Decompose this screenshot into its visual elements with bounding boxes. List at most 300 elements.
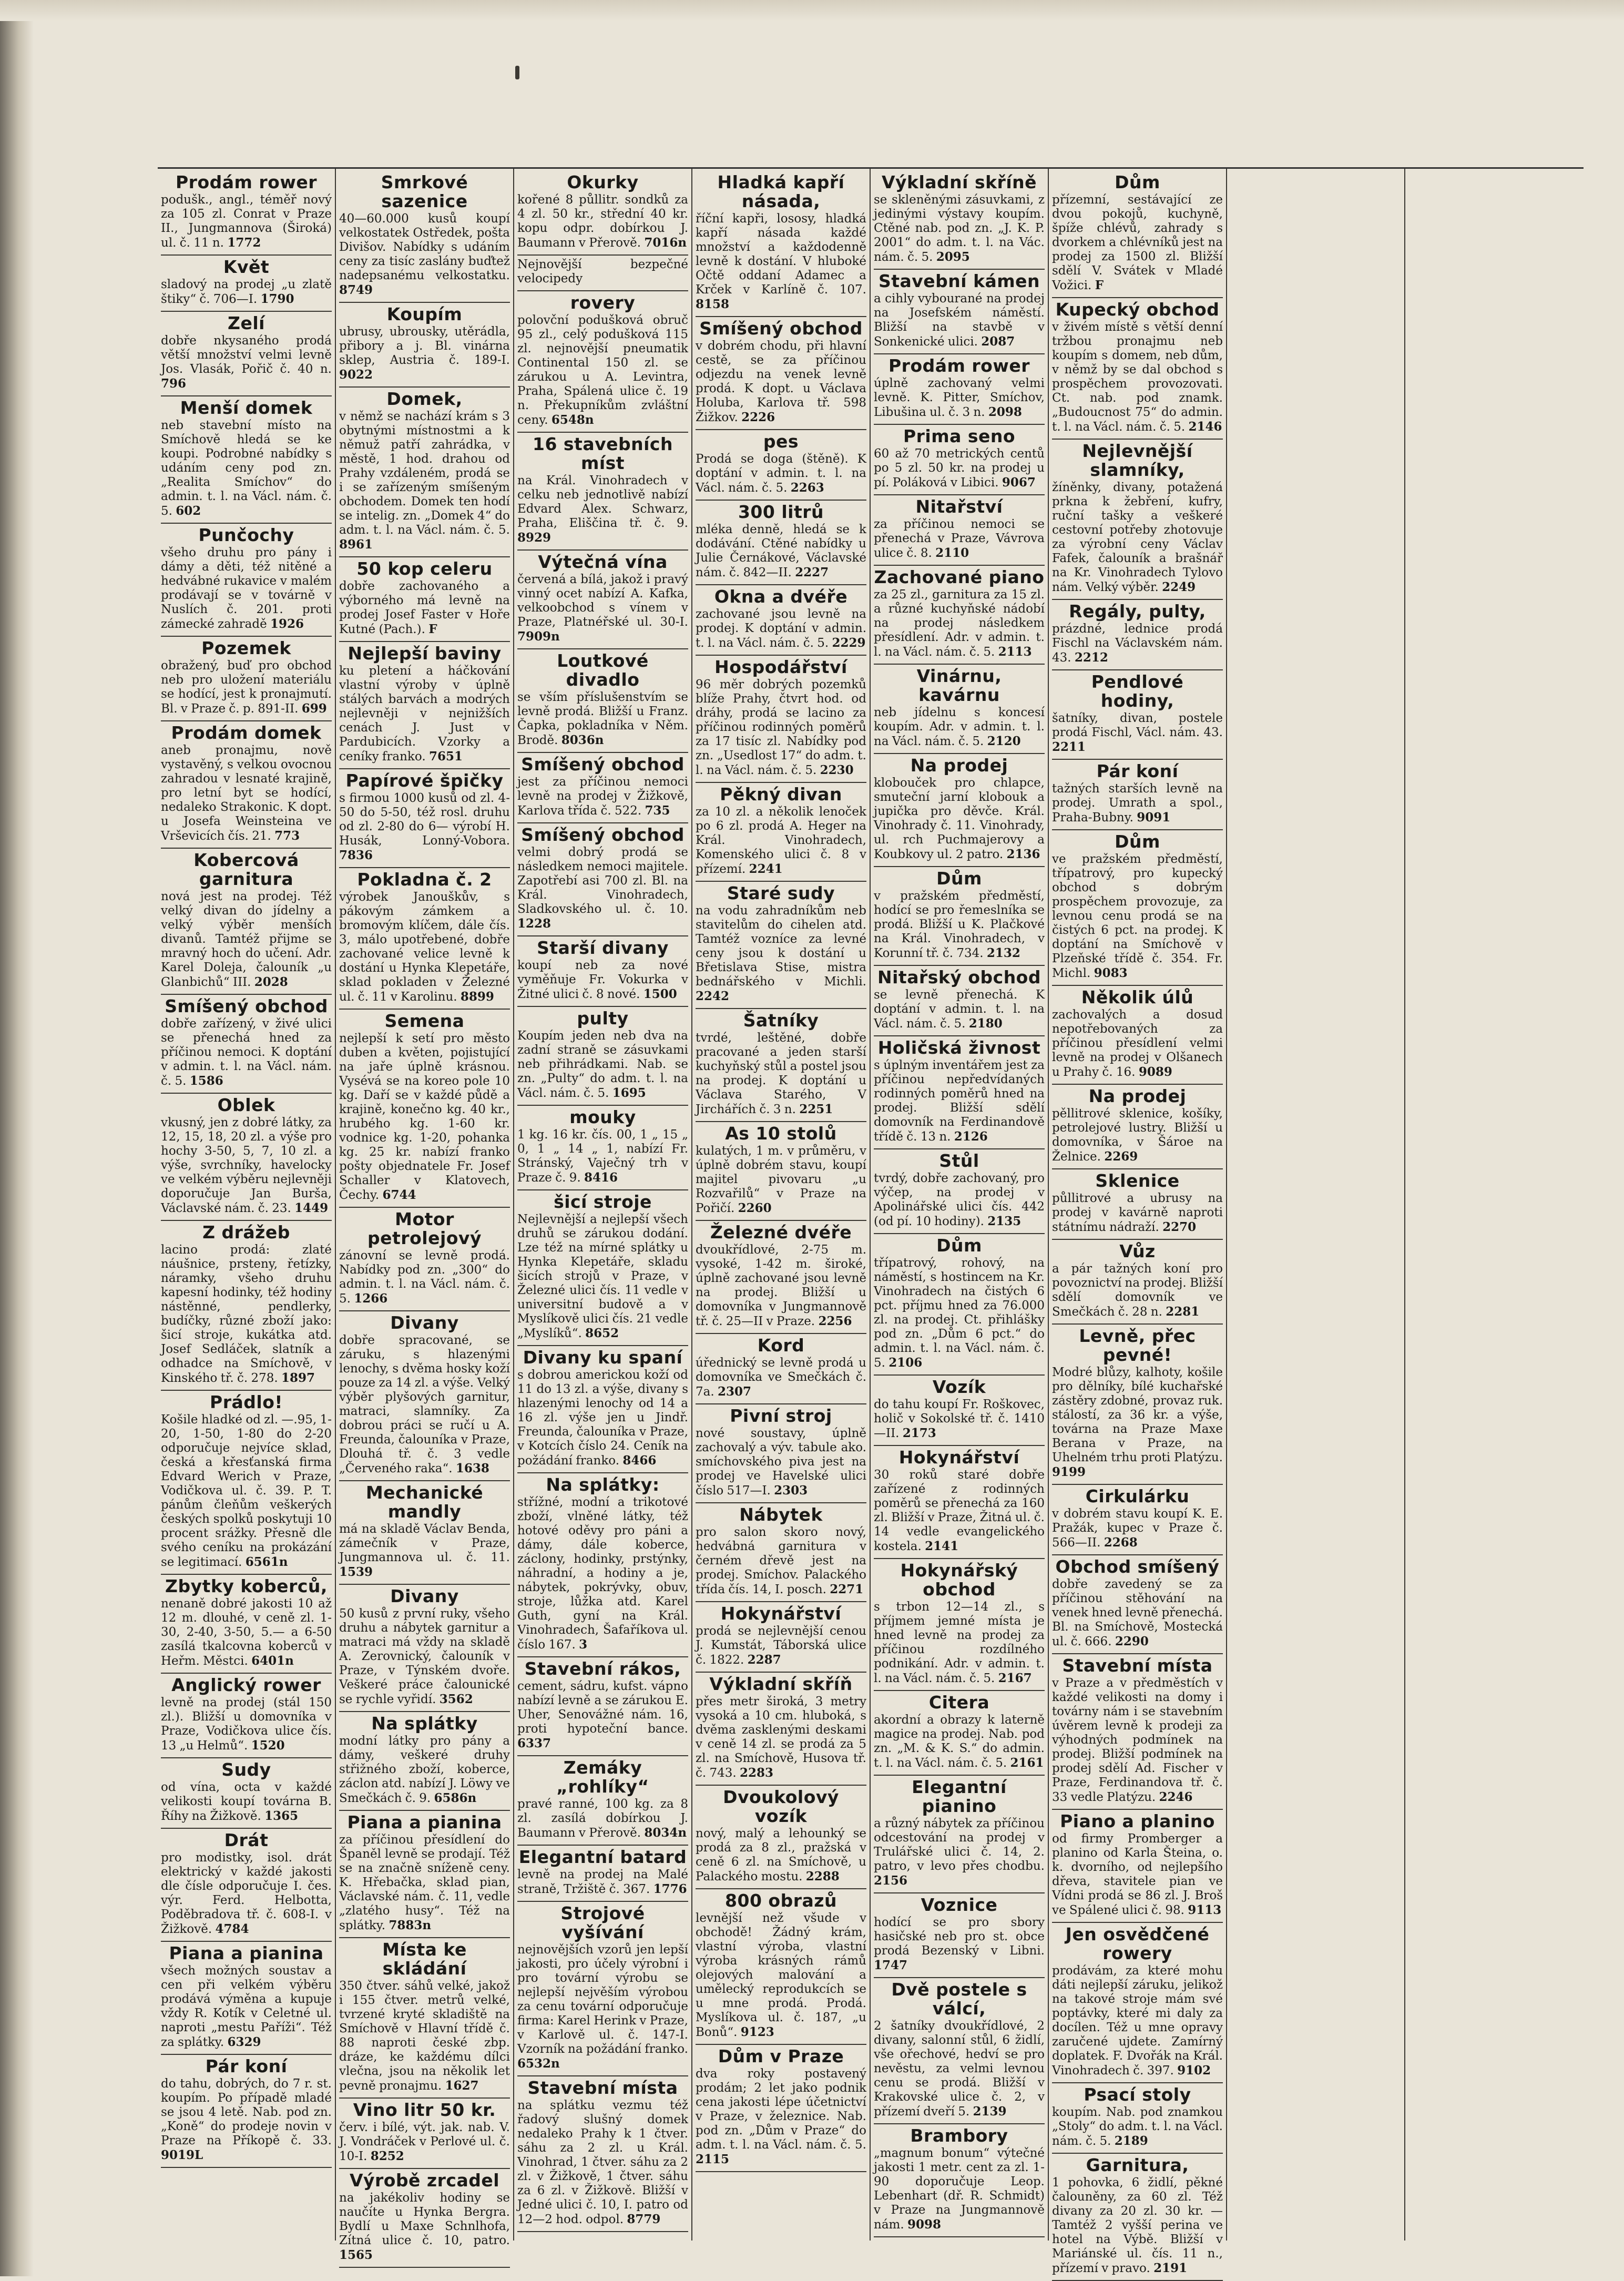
- ad-body: [161, 334, 332, 391]
- ad-body: [517, 1943, 688, 2071]
- ad-body: [874, 1713, 1045, 1770]
- ad-body: [161, 193, 332, 250]
- ad-heading: Elegantní pianino: [912, 1777, 1007, 1816]
- ad-body: [517, 690, 688, 748]
- ad-heading: Garnitura,: [1086, 2155, 1189, 2175]
- ad-body: [517, 1128, 688, 1185]
- ad-body: [874, 1058, 1045, 1144]
- column-3: [514, 169, 692, 2241]
- ad-text: modní látky pro pány a dámy, veškeré druhy střižného zboží, koberce, záclon atd. nabízí J. Löwy ve Smečkách č. 9.: [339, 1734, 510, 1805]
- ad-text: zachované jsou levně na prodej. K doptání v admin. t. l. na Václ. nám. č. 5.: [696, 607, 866, 650]
- ad-body: [339, 410, 510, 552]
- ad-text: nenaně dobré jakosti 10 až 12 m. dlouhé, v ceně zl. 1-30, 2-40, 3-50, 5.— a 6-50 zasílá tkalcovna koberců v Heřm. Městci.: [161, 1597, 332, 1668]
- ad-number: 1520: [251, 1738, 285, 1753]
- ad-number: 2113: [998, 645, 1032, 659]
- classified-ad: [696, 1009, 866, 1122]
- ad-heading: Divany ku spaní: [523, 1347, 683, 1368]
- ad-text: třípatrový, rohový, na náměstí, s hostincem na Kr. Vinohradech na čistých 6 pct. příjmu hned za 76.000 zl. na prodej. Ct. přihlášky pod zn. „Dům 6 pct.“ do admin. t. l. na Václ. nám. č. 5.: [874, 1256, 1045, 1370]
- ad-text: pro salon skoro nový, hedvábná garnitura v černém dřevě jest na prodej. Smíchov. Palackého třída čís. 14, I. posch.: [696, 1525, 866, 1596]
- ad-text: kořené 8 půllitr. sondků za 4 zl. 50 kr., střední 40 kr. kopu odpr. dobírkou J. Baumann v Přerově.: [517, 193, 688, 250]
- classified-ad: [696, 783, 866, 882]
- ad-number: 2288: [805, 1869, 840, 1883]
- ad-number: 1776: [653, 1882, 687, 1896]
- ad-number: 2281: [1166, 1305, 1200, 1319]
- ad-text: prodá se nejlevnější cenou J. Kumstát, Táborská ulice č. 1822.: [696, 1624, 866, 1667]
- classified-ad: [1052, 2154, 1223, 2281]
- classified-ad: [1052, 440, 1223, 600]
- ad-body: [1052, 193, 1223, 293]
- ad-text: 60 až 70 metrických centů po 5 zl. 50 kr. na prodej u pí. Poláková v Libici.: [874, 447, 1045, 490]
- ad-body: [517, 959, 688, 1002]
- classified-ad: [874, 425, 1045, 495]
- ad-text: vkusný, jen z dobré látky, za 12, 15, 18, 20 zl. a výše pro hochy 3-50, 5, 7, 10 zl. a výše, svrchníky, havelocky ve velkém výběru nejlevněji doporučuje Jan Burša, Václavské nám. č. 23.: [161, 1116, 332, 1215]
- ad-heading: Divany: [390, 1586, 459, 1606]
- ad-body: [696, 1911, 866, 2040]
- ad-heading: 50 kop celeru: [356, 558, 493, 579]
- ad-text: polovční podušková obruč 95 zl., celý podušková 115 zl. nejnovější pneumatik Continental 150 zl. se zárukou u A. Levintra, Praha, Spálená ulice č. 19 n. Překupníkům zvláštní ceny.: [517, 313, 688, 427]
- classified-ad: [874, 1234, 1045, 1376]
- classified-ad: [339, 642, 510, 769]
- classified-ad: [339, 1938, 510, 2099]
- ad-heading: Piana a pianina: [169, 1943, 324, 1963]
- ad-number: 9022: [339, 368, 373, 382]
- classified-ad: [339, 1208, 510, 1311]
- ad-text: nové soustavy, úplně zachovalý a výv. tabule ako. smíchovského piva jest na prodej ve Havelské ulici číslo 517—I.: [696, 1427, 866, 1498]
- ad-number: 2115: [696, 2152, 730, 2166]
- ad-heading: Citera: [928, 1692, 990, 1713]
- ad-text: se levně přenechá. K doptání v admin. t. l. na Václ. nám. č. 5.: [874, 988, 1045, 1031]
- classified-ad: [517, 256, 688, 291]
- classified-ad: [696, 1786, 866, 1889]
- ad-heading: Oblek: [217, 1095, 275, 1115]
- ad-heading: Pokladna č. 2: [357, 869, 492, 890]
- ad-text: pro modistky, isol. drát elektrický v každé jakosti dle čísle odporučuje I. čes. výr. Ferd. Helbotta, Poděbradova tř. č. 608-I. v Žižkově.: [161, 1851, 332, 1936]
- classified-ad: [696, 317, 866, 430]
- ad-body: [874, 1916, 1045, 1973]
- ad-body: [874, 706, 1045, 749]
- ad-number: 2135: [987, 1214, 1022, 1228]
- ad-heading: Stavební místa: [527, 2078, 678, 2098]
- ad-number: 1565: [339, 2248, 373, 2262]
- classified-ad: [161, 1758, 332, 1829]
- ad-text: tvrdý, dobře zachovaný, pro výčep, na prodej v Apolinářské ulici čís. 442 (od pí. 10 hodiny).: [874, 1172, 1045, 1228]
- ad-number: 6561n: [245, 1555, 288, 1569]
- column-6: [1049, 169, 1227, 2275]
- ad-text: s trbon 12—14 zl., s příjmem jemné místa je hned levně na prodej za příčinou rozdílného podnikání. Adr. v admin. t. l. na Václ. nám. č. 5.: [874, 1600, 1045, 1685]
- ad-body: [874, 1468, 1045, 1554]
- ad-body: [339, 2191, 510, 2263]
- ad-heading: 300 litrů: [738, 502, 824, 522]
- ad-text: červ. i bílé, výt. jak. nab. V. J. Vondráček v Perlové ul. č. 10-I.: [339, 2121, 510, 2163]
- classified-columns: [158, 167, 1584, 2275]
- ad-body: [161, 1017, 332, 1088]
- ad-number: 1790: [260, 292, 294, 306]
- ad-body: [874, 2146, 1045, 2232]
- ad-heading: Stavební místa: [1062, 1655, 1213, 1676]
- classified-ad: [517, 649, 688, 753]
- ad-heading: Smíšený obchod: [699, 318, 863, 339]
- ad-text: přes metr široká, 3 metry vysoká a 10 cm. hluboká, s dvěma zasklenými deskami v ceně 14 zl. se prodá za 5 zl. na Smíchově, Husova tř. č. 743.: [696, 1695, 866, 1780]
- ad-body: [517, 1213, 688, 1341]
- classified-ad: [161, 721, 332, 849]
- classified-ad: [696, 585, 866, 656]
- ad-text: 1 kg. 16 kr. čís. 00, 1 „ 15 „ 0, 1 „ 14 „ 1, nabízí Fr. Stránský, Vaječný trh v Praze č. 9.: [517, 1128, 688, 1185]
- ad-number: 3: [579, 1637, 588, 1652]
- classified-ad: [339, 2099, 510, 2169]
- ad-body: [339, 1607, 510, 1707]
- ad-text: úřednický se levně prodá u domovníka ve Smečkách č. 7a.: [696, 1356, 866, 1399]
- ad-body: [874, 889, 1045, 961]
- ad-text: Nejlevnější a nejlepší všech druhů se zárukou dodání. Lze též na mírné splátky u Hynka Klepetáře, skladu šicích strojů v Praze, v Železné ulici čís. 11 vedle v universitní budově a v Myslíkově ulici čís. 21 vedle „Myslíků“.: [517, 1213, 688, 1340]
- classified-ad: [161, 1942, 332, 2055]
- ad-number: 2136: [1006, 847, 1040, 861]
- ad-body: [696, 452, 866, 495]
- ad-text: na splátku vezmu též řadový slušný domek nedaleko Prahy k 1 čtver. sáhu za 2 zl. u Král. Vinohrad, 1 čtver. sáhu za 2 zl. v Žižkově, 1 čtver. sáhu za 6 zl. v Žižkově. Bližší v Jedné ulici č. 10, I. patro od 12—2 hod. odpol.: [517, 2099, 688, 2226]
- ad-body: [696, 1427, 866, 1498]
- ad-heading: Punčochy: [198, 525, 294, 545]
- ad-heading: Okurky: [567, 172, 639, 192]
- ad-number: 602: [176, 504, 201, 518]
- ad-heading: Výtečná vína: [538, 552, 668, 572]
- classified-ad: [1052, 298, 1223, 440]
- ad-body: [874, 1398, 1045, 1441]
- ad-body: [874, 1600, 1045, 1686]
- ad-body: [339, 791, 510, 863]
- ad-heading: Na splátky:: [546, 1474, 660, 1495]
- classified-ad: [517, 936, 688, 1007]
- ad-number: 6401n: [251, 1654, 294, 1668]
- classified-ad: [874, 1149, 1045, 1234]
- ad-text: má na skladě Václav Benda, zámečník v Praze, Jungmannova ul. č. 11.: [339, 1522, 510, 1564]
- classified-ad: [517, 1657, 688, 1756]
- ad-number: 2270: [1162, 1220, 1197, 1234]
- ad-number: 2110: [935, 546, 969, 560]
- ad-heading: Pozemek: [201, 638, 291, 658]
- ad-text: 30 roků staré dobře zařízené z rodinných poměrů se přenechá za 160 zl. Bližší v Praze, Žitná ul. č. 14 vedle evangelického kostela.: [874, 1468, 1045, 1553]
- classified-ad: [696, 1122, 866, 1221]
- classified-ad: [161, 171, 332, 256]
- classified-ad: [874, 1559, 1045, 1691]
- ad-heading: Drát: [224, 1830, 269, 1850]
- ad-heading: Motor petrolejový: [367, 1209, 482, 1248]
- ad-text: střížné, modní a trikotové zboží, vlněné látky, též hotové oděvy pro páni a dámy, dále koberce, záclony, hodinky, prstýnky, náhradní, a hodiny a je, nábytek, pokrývky, obuv, stroje, lůžka atd. Karel Guth, gyní na Král. Vinohradech, Šafaříkova ul. číslo 167.: [517, 1495, 688, 1652]
- ad-heading: Starší divany: [537, 938, 669, 958]
- ad-body: [517, 1029, 688, 1101]
- classified-ad: [1052, 1169, 1223, 1240]
- classified-ad: [517, 2076, 688, 2232]
- ad-heading: Elegantní batard: [518, 1847, 687, 1867]
- ad-heading: Papírové špičky: [345, 770, 504, 791]
- classified-ad: [874, 754, 1045, 867]
- ad-text: se vším příslušenstvím se levně prodá. Bližší u Franz. Čapka, pokladníka v Něm. Brodě.: [517, 690, 688, 747]
- ad-text: dobře zavedený se za příčinou stěhování na venek hned levně přenechá. Bl. na Smíchově, Mostecká ul. č. 666.: [1052, 1577, 1223, 1648]
- ad-number: 1627: [445, 2079, 479, 2093]
- ad-heading: Pár koní: [1096, 761, 1179, 781]
- ad-body: [161, 1243, 332, 1386]
- ad-body: [1052, 320, 1223, 434]
- ad-text: aneb pronajmu, nově vystavěný, s velkou ovocnou zahradou v lesnaté krajině, pro letní byt se hodící, nedaleko Strakonic. K dopt. u Josefa Weinsteina ve Vrševicích čís. 21.: [161, 744, 332, 843]
- ad-text: pravé ranné, 100 kg. za 8 zl. zasílá dobírkou J. Baumann v Přerově.: [517, 1797, 688, 1840]
- ad-body: [874, 1817, 1045, 1888]
- ad-number: 1897: [281, 1371, 315, 1385]
- ad-heading: Brambory: [910, 2125, 1008, 2146]
- ad-heading: Pěkný divan: [720, 784, 842, 805]
- ad-number: 1266: [354, 1291, 388, 1306]
- ad-body: [696, 523, 866, 580]
- ad-number: 6337: [517, 1736, 551, 1750]
- ad-text: dva roky postavený prodám; 2 let jako podnik cena jakosti lépe účetnictví v Praze, v železnice. Nab. pod zn. „Dům v Praze“ do adm. t. l. na Václ. nám. č. 5.: [696, 2067, 866, 2152]
- classified-ad: [696, 1602, 866, 1673]
- ad-number: 2189: [1114, 2134, 1148, 2148]
- ad-number: 2126: [954, 1129, 988, 1144]
- classified-ad: [696, 1404, 866, 1503]
- column-1: [158, 169, 336, 2241]
- ad-heading: Voznice: [921, 1895, 998, 1915]
- ad-heading: Cirkulárku: [1085, 1486, 1190, 1506]
- ad-text: neb stavební místo na Smíchově hledá se ke koupi. Podrobné nabídky s udáním ceny pod zn. „Realita Smíchov“ do admin. t. l. na Václ. nám. č. 5.: [161, 419, 332, 518]
- classified-ad: [339, 303, 510, 388]
- ad-number: 9091: [1137, 810, 1171, 824]
- ad-body: [339, 890, 510, 1004]
- ad-body: [1052, 1192, 1223, 1235]
- classified-ad: [696, 882, 866, 1009]
- classified-ad: [161, 1094, 332, 1221]
- ad-text: „magnum bonum“ výtečné jakosti 1 metr. cent za zl. 1-90 doporučuje Leop. Lebenhart (dř. R. Schmidt) v Praze na Jungmannově nám.: [874, 2146, 1045, 2232]
- ad-number: 735: [645, 803, 670, 818]
- ad-heading: Vozík: [932, 1377, 986, 1397]
- ad-number: 9067: [1002, 475, 1036, 490]
- ad-heading: Zemáky „rohlíky“: [556, 1757, 649, 1797]
- classified-ad: [874, 1978, 1045, 2124]
- ad-text: lacino prodá: zlaté náušnice, prsteny, řetízky, náramky, všeho druhu kapesní hodinky, též hodiny nástěnné, pendlerky, budíčky, různé zboží jako: šicí stroje, kukátka atd. Josef Sedláček, slatník a odhadce na Smíchově, v Kinského tř. č. 278.: [161, 1243, 332, 1385]
- classified-ad: [517, 171, 688, 256]
- ad-heading: Piana a pianina: [347, 1812, 502, 1832]
- ad-body: [1052, 1107, 1223, 1164]
- ad-text: ubrusy, ubrousky, utěrádla, přibory a j. Bl. vinárna sklep, Austria č. 189-I.: [339, 325, 510, 367]
- ad-number: 1926: [270, 617, 304, 631]
- ad-body: [339, 1522, 510, 1580]
- ad-body: [339, 325, 510, 382]
- ad-body: [696, 1031, 866, 1117]
- ad-body: [161, 1597, 332, 1668]
- ad-number: 8961: [339, 537, 373, 552]
- ad-text: 1 pohovka, 6 židlí, pěkné čalouněny, za 60 zl. Též divany za 20 zl. 30 kr. — Tamtéž 2 vyšší perina ve hotel na Výbě. Bližší v Mariánské ul. čís. 11 n., přízemí v pravo.: [1052, 2176, 1223, 2275]
- ad-text: levně na prodej (stál 150 zl.). Bližší u domovníka v Praze, Vodičkova ulice čís. 13 „u Helmů“.: [161, 1696, 332, 1753]
- ad-number: 9098: [907, 2217, 941, 2232]
- ad-heading: Hokynářství: [898, 1447, 1020, 1468]
- ad-body: [161, 659, 332, 716]
- ad-text: za příčinou nemoci se přenechá v Praze, Vávrova ulice č. 8.: [874, 517, 1045, 560]
- ad-number: 6744: [382, 1188, 416, 1202]
- ad-number: 2212: [1074, 650, 1108, 665]
- ad-text: úplně zachovaný velmi levně. K. Pitter, Smíchov, Libušina ul. č. 3 n.: [874, 376, 1045, 419]
- ad-text: žíněnky, divany, potažená prkna k žebření, kufry, ruční tašky a veškeré cestovní potřeby zhotovuje za výrobní ceny Václav Fafek, čalouník a brašnář na Kr. Vinohradech Tylovo nám. Velký výběr.: [1052, 481, 1223, 594]
- classified-ad: [517, 433, 688, 551]
- ad-heading: Nitařství: [915, 496, 1003, 517]
- classified-ad: [696, 1889, 866, 2045]
- classified-ad: [161, 1575, 332, 1674]
- ad-number: 9199: [1052, 1465, 1086, 1479]
- ad-number: 2268: [1104, 1535, 1138, 1550]
- ad-text: dobře zachovaného a výborného má levně na prodej Josef Faster v Hoře Kutné (Pach.).: [339, 579, 510, 636]
- ad-body: [517, 1868, 688, 1897]
- ad-text: všeho druhu pro pány i dámy a děti, též nitěné a hedvábné rukavice v malém prodávají se v továrně v Nuslích č. 201. proti zámecké zahradě: [161, 546, 332, 631]
- classified-ad: [874, 1691, 1045, 1776]
- ad-text: výrobek Janouškův, s pákovým zámkem a bromovým klíčem, dále čís. 3, málo upotřebené, dobře zachované velice levně k dostání u Hynka Klepetáře, sklad pokladen v Železné ul. č. 11 v Karolinu.: [339, 890, 510, 1004]
- ad-number: 9089: [1138, 1065, 1172, 1079]
- ad-number: 7651: [428, 749, 463, 763]
- classified-ad: [1052, 760, 1223, 830]
- ad-number: 2269: [1104, 1149, 1138, 1164]
- ad-body: [517, 1368, 688, 1468]
- ad-number: 2211: [1052, 740, 1086, 754]
- ad-body: [874, 2019, 1045, 2119]
- ad-text: ve pražském předměstí, třípatrový, pro kupecký obchod s dobrým prospěchem provozuje, za levnou cenu prodá se na čistých 6 pct. na prodej. K doptání na Smíchově v Plzeňské třídě č. 354. Fr. Michl.: [1052, 852, 1223, 980]
- ad-number: 2241: [749, 862, 783, 876]
- ad-number: 1500: [643, 987, 677, 1001]
- ad-number: 2271: [830, 1582, 864, 1596]
- ad-number: 1772: [227, 236, 261, 250]
- ad-text: zachovalých a dosud nepotřebovaných za příčinou přesídlení velmi levně na prodej v Olšanech u Prahy č. 16.: [1052, 1008, 1223, 1079]
- classified-ad: [517, 1756, 688, 1846]
- ad-text: všech možných soustav a cen při velkém výběru prodává výměna a kupuje vždy R. Kotík v Celetné ul. naproti „mestu Paříži“. Též za splátky.: [161, 1964, 332, 2049]
- classified-ad: [161, 1391, 332, 1575]
- ad-number: 1695: [612, 1086, 646, 1100]
- page-edge: [0, 0, 34, 2276]
- ad-heading: Regály, pulty,: [1069, 601, 1206, 622]
- ad-text: Koupím jeden neb dva na zadní straně se zásuvkami neb přihrádkami. Nab. se zn. „Pulty“ do adm. t. l. na Václ. nám. č. 5.: [517, 1029, 688, 1100]
- ad-body: [161, 1964, 332, 2050]
- ad-body: [1052, 1366, 1223, 1480]
- ad-body: [874, 292, 1045, 349]
- ad-text: a cihly vybourané na prodej na Josefském náměstí. Bližší na stavbě v Sonkenické ulici.: [874, 292, 1045, 349]
- ad-heading: šicí stroje: [554, 1192, 652, 1212]
- ad-number: 2307: [717, 1384, 751, 1399]
- classified-ad: [517, 1190, 688, 1346]
- ad-body: [1052, 622, 1223, 665]
- ad-number: 2191: [1153, 2261, 1188, 2275]
- ad-heading: Z drážeb: [202, 1222, 290, 1243]
- ad-heading: Několik úlů: [1081, 987, 1194, 1007]
- ad-text: v dobrém chodu, při hlavní cestě, se za příčinou odjezdu na venek levně prodá. K dopt. u Václava Holuba, Karlova tř. 598 Žižkov.: [696, 339, 866, 424]
- ad-heading: Železné dvéře: [710, 1222, 852, 1243]
- ink-mark: [515, 66, 519, 79]
- classified-ad: [517, 823, 688, 936]
- ad-number: 1586: [189, 1074, 223, 1088]
- ad-body: [161, 2077, 332, 2163]
- classified-ad: [696, 430, 866, 501]
- classified-ad: [161, 312, 332, 396]
- ad-body: [517, 258, 688, 286]
- ad-text: levně na prodej na Malé straně, Tržiště č. 367.: [517, 1868, 688, 1896]
- ad-heading: Divany: [390, 1312, 459, 1333]
- ad-number: 773: [274, 829, 300, 843]
- ad-heading: Výkladní skříň: [709, 1674, 853, 1694]
- ad-text: v němž se nachází krám s 3 obytnými místnostmi a k němuž patří zahrádka, v městě, 1 hod. drahou od Prahy vzdáleném, prodá se i se zařízeným smíšeným obchodem. Domek ten hodí se intelig. zn. „Domek 4“ do adm. t. l. na Václ. nám. č. 5.: [339, 410, 510, 537]
- classified-ad: [874, 1893, 1045, 1978]
- ad-number: 8466: [622, 1453, 657, 1468]
- ad-text: s dobrou americkou koží od 11 do 13 zl. a výše, divany s hlazenými lenochy od 14 a 16 zl. výše jen u Jindř. Freunda, čalouníka v Praze, v Kotcích číslo 24. Ceník na požádání franko.: [517, 1368, 688, 1468]
- ad-number: 6532n: [517, 2056, 560, 2071]
- classified-ad: [874, 1376, 1045, 1446]
- ad-body: [161, 744, 332, 843]
- ad-body: [696, 1525, 866, 1597]
- ad-body: [1052, 2105, 1223, 2148]
- classified-ad: [1052, 1923, 1223, 2083]
- ad-text: obražený, buď pro obchod neb pro uložení materiálu se hodící, jest k pronajmutí. Bl. v Praze č. p. 891-II.: [161, 659, 332, 716]
- classified-ad: [339, 1585, 510, 1712]
- ad-number: 1228: [517, 917, 551, 931]
- column-8: [1405, 169, 1584, 2241]
- ad-body: [1052, 1964, 1223, 2078]
- ad-text: se skleněnými zásuvkami, z jedinými výstavy koupím. Ctěné nab. pod zn. „J. K. P. 2001“ do adm. t. l. na Vác. nám. č. 5.: [874, 193, 1045, 264]
- ad-text: dobře spracované, se záruku, s hlazenými lenochy, s dvěma hosky koží pouze za 14 zl. a výše. Velký výběr plyšových garnitur, matraci, slamníky. Za dobrou práci se ručí u A. Freunda, čalouníka v Praze, Dlouhá tř. č. 3 vedle „Červeného raka“.: [339, 1333, 510, 1475]
- ad-text: neb jídelnu s koncesí koupím. Adr. v admin. t. l. na Václ. nám. č. 5.: [874, 706, 1045, 748]
- ad-number: 2167: [998, 1671, 1032, 1685]
- ad-number: 3562: [439, 1692, 473, 1706]
- ad-heading: Kupecký obchod: [1055, 299, 1220, 320]
- ad-number: 2028: [254, 975, 288, 989]
- classified-ad: [161, 1221, 332, 1391]
- ad-body: [517, 846, 688, 931]
- ad-body: [874, 1256, 1045, 1370]
- ad-heading: 800 obrazů: [725, 1890, 837, 1911]
- classified-ad: [339, 171, 510, 303]
- ad-text: 40—60.000 kusů koupí velkostatek Ostředek, pošta Divišov. Nabídky s udáním ceny za tisíc zaslány buďtež nadepsanému velkostatku.: [339, 212, 510, 282]
- classified-ad: [1052, 1485, 1223, 1555]
- ad-heading: Levně, přec pevné!: [1079, 1326, 1196, 1365]
- ad-heading: Prodám rower: [888, 355, 1030, 376]
- ad-body: [517, 1797, 688, 1840]
- classified-ad: [161, 637, 332, 721]
- ad-heading: Stavební kámen: [878, 271, 1040, 291]
- ad-body: [161, 1780, 332, 1824]
- classified-ad: [1052, 600, 1223, 670]
- ad-body: [339, 664, 510, 764]
- classified-ad: [696, 656, 866, 783]
- ad-text: nová jest na prodej. Též velký divan do jídelny a velký výběr menších divanů. Tamtéž přijme se mravný hoch do učení. Adr. Karel Doleja, čalouník „u Glanbichů“ III.: [161, 890, 332, 989]
- ad-heading: Smíšený obchod: [521, 824, 685, 845]
- ad-number: 7016n: [644, 236, 687, 250]
- ad-number: 2287: [747, 1653, 781, 1667]
- ad-heading: Anglický rower: [171, 1675, 321, 1695]
- ad-text: na jakékoliv hodiny se naučíte u Hynka Bergra. Bydlí u Maxe Schnlhofa, Zítná ulice č. 10, patro.: [339, 2191, 510, 2247]
- ad-body: [1052, 1577, 1223, 1649]
- ad-heading: Domek,: [386, 389, 463, 409]
- ad-body: [517, 313, 688, 427]
- classified-ad: [874, 966, 1045, 1036]
- classified-ad: [339, 1481, 510, 1585]
- ad-text: na Král. Vinohradech v celku neb jednotlivě nabízí Edvard Alex. Schwarz, Praha, Eliščina tř. č. 9.: [517, 474, 688, 530]
- ad-text: od firmy Promberger a planino od Karla Šteina, o. k. dvorního, od nejlepšího dřeva, stavitele pian ve Vídni prodá se 86 zl. J. Broš ve Spálené ulici č. 98.: [1052, 1832, 1223, 1917]
- classified-ad: [339, 1311, 510, 1481]
- classified-ad: [696, 1334, 866, 1404]
- ad-body: [874, 193, 1045, 264]
- ad-body: [696, 678, 866, 778]
- ad-body: [1052, 2176, 1223, 2276]
- classified-ad: [339, 1712, 510, 1811]
- ad-body: [874, 376, 1045, 420]
- ad-number: 8416: [584, 1170, 618, 1185]
- ad-body: [874, 588, 1045, 659]
- ad-text: v živém místě s větší denní tržbou pronajmu neb koupím s domem, neb dům, v němž by se dal obchod s prospěchem provozovati. Ct. nab. pod znamk. „Budoucnost 75“ do admin. t. l. na Václ. nám. č. 5.: [1052, 320, 1223, 434]
- ad-number: 2173: [902, 1426, 936, 1440]
- ad-heading: Výrobě zrcadel: [349, 2170, 500, 2191]
- classified-ad: [1052, 986, 1223, 1085]
- ad-text: cement, sádru, kufst. vápno nabízí levně a se zárukou E. Uher, Senovážné nám. 16, proti hypoteční bance.: [517, 1679, 688, 1736]
- ad-heading: 16 stavebních míst: [533, 434, 673, 473]
- ad-text: dvoukřídlové, 2-75 m. vysoké, 1-42 m. široké, úplně zachované jsou levně na prodej. Bližší u domovníka v Jungmannově tř. č. 25—II v Praze.: [696, 1243, 866, 1328]
